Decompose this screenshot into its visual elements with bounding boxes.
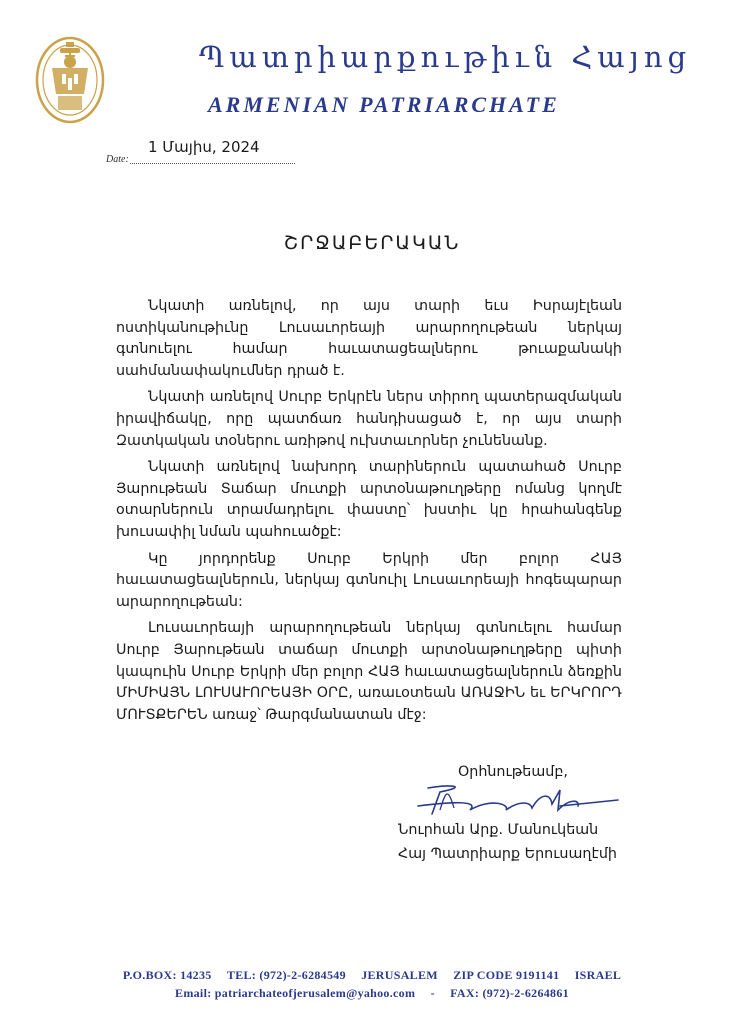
footer-country: ISRAEL	[574, 968, 622, 982]
footer-fax: FAX: (972)-2-6264861	[450, 986, 569, 1000]
paragraph: Կը յորդորենք Սուրբ Երկրի մեր բոլոր ՀԱՅ հաւատացեալներուն, ներկայ գտնուիլ Լուսաւորեայի հոգեպարար արարողութեան:	[116, 550, 622, 610]
paragraph: Նկատի առնելով, որ այս տարի եւս Իսրայէլեան ոստիկանութիւնը Լուսաւորեայի արարողութեան ներկայ գտնուելու համար հաւատացեալներու թուաքանակի սահմանափակումներ դրած է.	[116, 298, 622, 379]
closing-salutation: Օրհնութեամբ,	[458, 764, 568, 780]
footer-city: JERUSALEM	[361, 968, 438, 982]
footer-email-fax-line	[0, 986, 744, 1001]
date-value: 1 Մայիս, 2024	[148, 138, 260, 156]
paragraph: Նկատի առնելով Սուրբ Երկրէն ներս տիրող պատերազմական իրավիճակը, որը պատճառ հանդիսացած է, որ այս տարի Զատկական տօներու առիթով ուխտաւորներ չունենանք.	[116, 389, 622, 449]
date-label: Date:	[106, 154, 129, 165]
document-title: ՇՐՋԱԲԵՐԱԿԱՆ	[283, 232, 461, 254]
handwritten-signature	[410, 780, 620, 822]
footer-zip: ZIP CODE 9191141	[453, 968, 560, 982]
footer-tel: TEL: (972)-2-6284549	[226, 968, 346, 982]
paragraph: Լուսաւորեայի արարողութեան ներկայ գտնուելու համար Սուրբ Յարութեան տաճար մուտքի արտօնաթուղթերը պիտի կապուին Սուրբ Երկրի մեր բոլոր ՀԱՅ հաւատացեալներուն ձեռքին ՄԻՄԻԱՅՆ ԼՈՒՍԱՒՈՐԵԱՅԻ ՕՐԸ, առաւօտեան ԱՌԱՋԻՆ եւ ԵՐԿՐՈՐԴ ՄՈՒՏՔԵՐԵՆ առաջ՝ Թարգմանատան մէջ:	[116, 620, 622, 723]
letterhead-armenian-title: Պատրիարքութիւն Հայոց	[199, 40, 692, 74]
signer-title: Հայ Պատրիարք Երուսաղէմի	[398, 846, 617, 862]
footer-contact-line	[0, 968, 744, 983]
footer-email[interactable]: Email: patriarchateofjerusalem@yahoo.com	[175, 986, 416, 1000]
signer-name: Նուրհան Արք. Մանուկեան	[398, 822, 599, 838]
footer-separator: -	[430, 986, 435, 1000]
document-body	[116, 296, 622, 731]
patriarchate-seal-icon	[34, 34, 106, 126]
date-line	[130, 163, 295, 164]
footer-po-box: P.O.BOX: 14235	[122, 968, 212, 982]
letterhead-english-title: ARMENIAN PATRIARCHATE	[208, 92, 560, 117]
paragraph: Նկատի առնելով նախորդ տարիներուն պատահած Սուրբ Յարութեան Տաճար մուտքի արտօնաթուղթերը ոմանց կողմէ օտարներուն տրամադրելու փաստը՝ խստիւ կը հրահանգենք խուսափիլ նման պահուածքէ:	[116, 459, 622, 540]
